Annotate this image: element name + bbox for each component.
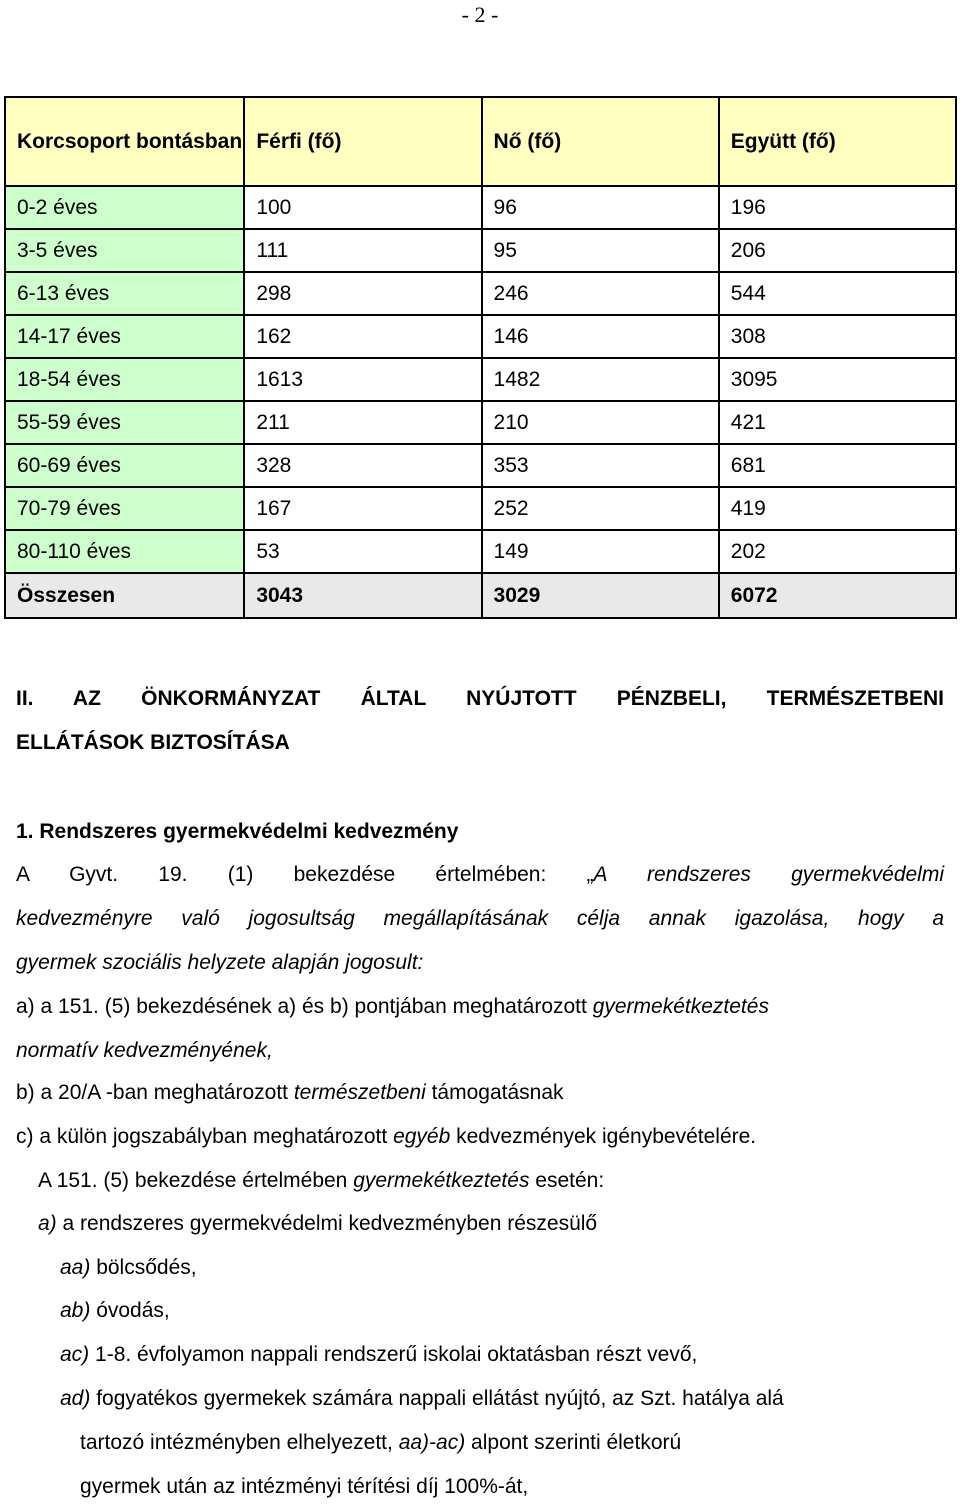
row-label-cell: 60-69 éves bbox=[5, 444, 244, 487]
sub-item-a: a) a rendszeres gyermekvédelmi kedvezményben részesülő bbox=[38, 1212, 598, 1235]
row-label-cell: 80-110 éves bbox=[5, 530, 244, 573]
subheading: 1. Rendszeres gyermekvédelmi kedvezmény bbox=[16, 820, 459, 843]
table-cell: 308 bbox=[719, 315, 956, 358]
table-cell: 202 bbox=[719, 530, 956, 573]
sub-item-ac: ac) 1-8. évfolyamon nappali rendszerű iskolai oktatásban részt vevő, bbox=[60, 1343, 698, 1366]
table-cell: 53 bbox=[244, 530, 481, 573]
table-cell: 146 bbox=[482, 315, 719, 358]
sub-item-ad-line3: gyermek után az intézményi térítési díj 100%-át, bbox=[80, 1475, 529, 1498]
table-header-row bbox=[5, 97, 956, 186]
list-item-b: b) a 20/A -ban meghatározott természetbeni támogatásnak bbox=[16, 1081, 564, 1104]
table-cell: 149 bbox=[482, 530, 719, 573]
table-cell: 544 bbox=[719, 272, 956, 315]
row-label-cell: 14-17 éves bbox=[5, 315, 244, 358]
table-cell: 1482 bbox=[482, 358, 719, 401]
table-cell: 3043 bbox=[244, 573, 481, 618]
row-label-cell: Összesen bbox=[5, 573, 244, 618]
list-item-a-line1: a) a 151. (5) bekezdésének a) és b) pontjában meghatározott gyermekétkeztetés bbox=[16, 995, 769, 1018]
table-row bbox=[5, 358, 956, 401]
table-cell: 6072 bbox=[719, 573, 956, 618]
row-label-cell: 18-54 éves bbox=[5, 358, 244, 401]
row-label-cell: 6-13 éves bbox=[5, 272, 244, 315]
section-heading-line2: ELLÁTÁSOK BIZTOSÍTÁSA bbox=[16, 731, 290, 754]
list-item-c: c) a külön jogszabályban meghatározott egyéb kedvezmények igénybevételére. bbox=[16, 1125, 757, 1148]
row-label-cell: Korcsoport bontásban bbox=[5, 97, 244, 186]
section-heading-line1: II. AZ ÖNKORMÁNYZAT ÁLTAL NYÚJTOTT PÉNZBELI, TERMÉSZETBENI bbox=[16, 687, 944, 710]
table-cell: 328 bbox=[244, 444, 481, 487]
row-label-cell: 3-5 éves bbox=[5, 229, 244, 272]
sub-item-ad-line2: tartozó intézményben elhelyezett, aa)-ac) alpont szerinti életkorú bbox=[80, 1431, 682, 1454]
table-row bbox=[5, 401, 956, 444]
table-cell: 96 bbox=[482, 186, 719, 229]
table-cell: 421 bbox=[719, 401, 956, 444]
sub-item-ab: ab) óvodás, bbox=[60, 1299, 170, 1322]
table-cell: 3095 bbox=[719, 358, 956, 401]
table-row bbox=[5, 315, 956, 358]
table-cell: 681 bbox=[719, 444, 956, 487]
sub-item-ad-line1: ad) fogyatékos gyermekek számára nappali ellátást nyújtó, az Szt. hatálya alá bbox=[60, 1387, 784, 1410]
table-cell: 353 bbox=[482, 444, 719, 487]
section-heading bbox=[16, 677, 944, 765]
table-cell: 167 bbox=[244, 487, 481, 530]
table-cell: Férfi (fő) bbox=[244, 97, 481, 186]
table-row bbox=[5, 444, 956, 487]
table-cell: 100 bbox=[244, 186, 481, 229]
table-cell: 196 bbox=[719, 186, 956, 229]
table-row bbox=[5, 186, 956, 229]
paragraph-gyvt bbox=[16, 853, 944, 985]
table-row bbox=[5, 229, 956, 272]
row-label-cell: 0-2 éves bbox=[5, 186, 244, 229]
table-cell: Nő (fő) bbox=[482, 97, 719, 186]
sub-item-aa: aa) bölcsődés, bbox=[60, 1256, 197, 1279]
paragraph-line1: A Gyvt. 19. (1) bekezdése értelmében: „A rendszeres gyermekvédelmi bbox=[16, 863, 944, 886]
table-cell: 95 bbox=[482, 229, 719, 272]
sub-item-ad bbox=[60, 1377, 944, 1509]
paragraph-line3: gyermek szociális helyzete alapján jogosult: bbox=[16, 951, 424, 974]
list-item-a-line2: normatív kedvezményének, bbox=[16, 1039, 273, 1062]
page-number: - 2 - bbox=[461, 2, 499, 27]
table-cell: 206 bbox=[719, 229, 956, 272]
table-row bbox=[5, 272, 956, 315]
table-cell: 3029 bbox=[482, 573, 719, 618]
table-cell: 419 bbox=[719, 487, 956, 530]
table-cell: 298 bbox=[244, 272, 481, 315]
row-label-cell: 70-79 éves bbox=[5, 487, 244, 530]
list-item-a bbox=[16, 985, 944, 1073]
paragraph-151: A 151. (5) bekezdése értelmében gyermekétkeztetés esetén: bbox=[38, 1169, 605, 1192]
paragraph-line2: kedvezményre való jogosultság megállapításának célja annak igazolása, hogy a bbox=[16, 907, 944, 930]
table-total-row bbox=[5, 573, 956, 618]
table-cell: 111 bbox=[244, 229, 481, 272]
table-cell: 211 bbox=[244, 401, 481, 444]
table-row bbox=[5, 487, 956, 530]
table-cell: 1613 bbox=[244, 358, 481, 401]
table-cell: 246 bbox=[482, 272, 719, 315]
table-row bbox=[5, 530, 956, 573]
row-label-cell: 55-59 éves bbox=[5, 401, 244, 444]
age-group-table bbox=[4, 96, 957, 619]
table-cell: 252 bbox=[482, 487, 719, 530]
table-cell: Együtt (fő) bbox=[719, 97, 956, 186]
table-cell: 210 bbox=[482, 401, 719, 444]
table-cell: 162 bbox=[244, 315, 481, 358]
